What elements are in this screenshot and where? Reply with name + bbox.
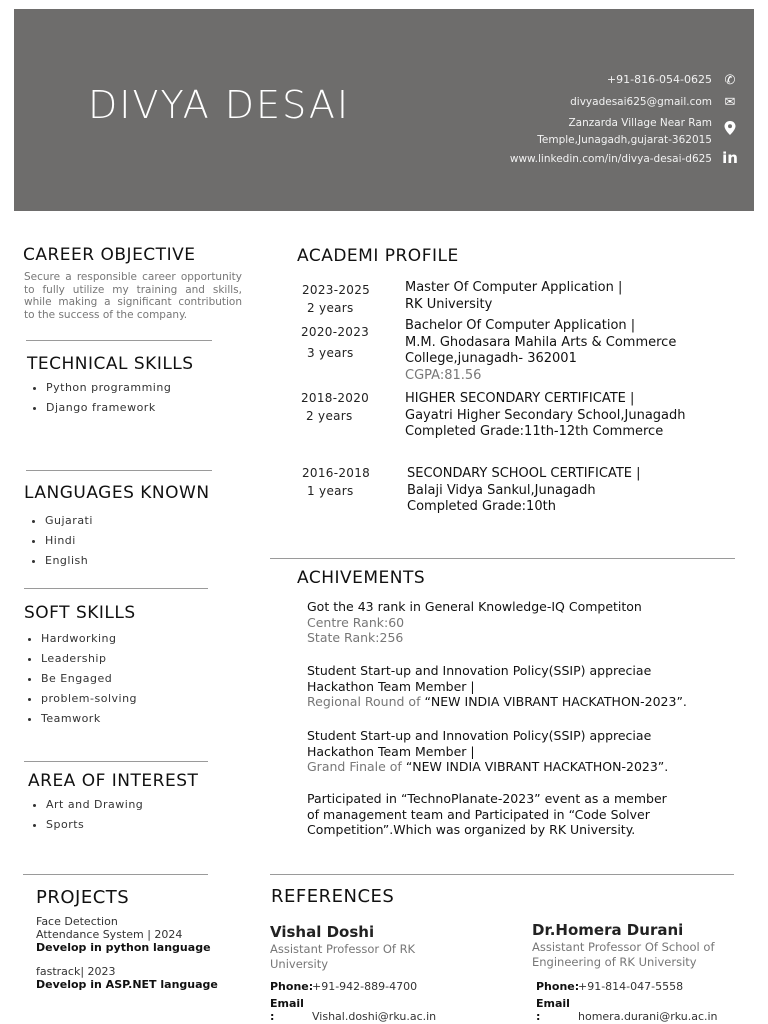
achievement-line xyxy=(307,759,668,775)
divider xyxy=(270,874,734,875)
reference-role-line: University xyxy=(270,957,329,971)
reference-role-line: Engineering of RK University xyxy=(532,955,697,969)
academic-grade: CGPA:81.56 xyxy=(405,367,482,383)
project-1-line-2: Attendance System | 2024 xyxy=(36,928,183,941)
location-icon xyxy=(722,121,738,139)
phone-text: +91-816-054-0625 xyxy=(606,73,712,86)
academic-line: M.M. Ghodasara Mahila Arts & Commerce xyxy=(405,334,677,350)
achievement-4 xyxy=(307,791,667,838)
list-item: • Leadership xyxy=(41,652,137,672)
list-item: • English xyxy=(45,554,93,574)
candidate-name: DIVYA DESAI xyxy=(88,83,351,127)
references-title: REFERENCES xyxy=(271,886,395,907)
project-2-tech: Develop in ASP.NET language xyxy=(36,978,218,991)
academic-line: Gayatri Higher Secondary School,Junagadh xyxy=(405,407,686,423)
languages-title: LANGUAGES KNOWN xyxy=(24,483,210,503)
project-2 xyxy=(36,965,218,991)
reference-2-role xyxy=(532,940,715,970)
list-item: • Gujarati xyxy=(45,514,93,534)
linkedin-icon: in xyxy=(722,149,738,167)
achievement-highlight: “NEW INDIA VIBRANT HACKATHON-2023”. xyxy=(405,759,669,774)
list-item: • Python programming xyxy=(46,381,171,401)
academic-years: 2016-2018 xyxy=(302,466,371,480)
soft-skills-list xyxy=(21,632,137,732)
email-value: Vishal.doshi@rku.ac.in xyxy=(312,1010,437,1023)
technical-skills-title: TECHNICAL SKILLS xyxy=(27,354,194,374)
reference-1-email xyxy=(270,997,436,1023)
phone-label: Phone: xyxy=(270,980,314,993)
achievement-1 xyxy=(307,599,642,646)
academic-line: Bachelor Of Computer Application | xyxy=(405,318,636,333)
academic-entry xyxy=(405,318,676,384)
reference-1-role xyxy=(270,942,415,972)
achievements-title: ACHIVEMENTS xyxy=(297,568,426,588)
divider xyxy=(26,340,212,341)
academic-line: RK University xyxy=(405,296,493,312)
academic-years: 2023-2025 xyxy=(302,283,371,297)
list-item: • Hindi xyxy=(45,534,93,554)
phone-label: Phone: xyxy=(536,980,580,993)
divider xyxy=(23,874,208,875)
academic-duration: 1 years xyxy=(307,484,354,498)
reference-1-phone xyxy=(270,980,417,993)
achievement-line: Competition”.Which was organized by RK University. xyxy=(307,822,636,837)
achievement-line: Hackathon Team Member | xyxy=(307,678,475,694)
academic-entry xyxy=(405,280,622,313)
career-objective-title: CAREER OBJECTIVE xyxy=(23,245,196,265)
achievement-line xyxy=(307,694,687,710)
divider xyxy=(26,470,212,471)
phone-value: +91-942-889-4700 xyxy=(312,980,418,993)
academic-line: Completed Grade:10th xyxy=(407,499,556,514)
academic-line: Completed Grade:11th-12th Commerce xyxy=(405,424,664,439)
achievement-2 xyxy=(307,663,687,710)
reference-1-name: Vishal Doshi xyxy=(270,923,375,941)
project-1-line-1: Face Detection xyxy=(36,915,118,928)
reference-2-email xyxy=(536,997,718,1023)
achievement-line: Centre Rank:60 xyxy=(307,614,405,630)
academic-duration: 3 years xyxy=(307,346,354,360)
academic-years: 2020-2023 xyxy=(301,325,370,339)
achievement-highlight: “NEW INDIA VIBRANT HACKATHON-2023”. xyxy=(424,694,687,709)
project-2-line-1: fastrack| 2023 xyxy=(36,965,116,978)
list-item: • Be Engaged xyxy=(41,672,137,692)
achievement-line: Got the 43 rank in General Knowledge-IQ Competiton xyxy=(307,599,642,614)
list-item: • Django framework xyxy=(46,401,171,421)
achievement-line: State Rank:256 xyxy=(307,630,404,645)
academic-line: Balaji Vidya Sankul,Junagadh xyxy=(407,482,596,498)
academic-entry xyxy=(405,391,686,441)
email-label: Email : xyxy=(536,997,570,1023)
languages-list xyxy=(25,514,93,574)
phone-icon: ✆ xyxy=(724,73,736,88)
address-line-2: Temple,Junagadh,gujarat-362015 xyxy=(537,134,712,146)
email-label: Email : xyxy=(270,997,304,1023)
academic-duration: 2 years xyxy=(306,409,353,423)
divider xyxy=(270,558,735,559)
achievement-3 xyxy=(307,728,668,775)
achievement-line: Hackathon Team Member | xyxy=(307,743,475,759)
achievement-line: Student Start-up and Innovation Policy(SSIP) appreciae xyxy=(307,728,652,743)
academic-entry xyxy=(407,466,641,516)
list-item: • Hardworking xyxy=(41,632,137,652)
divider xyxy=(24,588,208,589)
interests-list xyxy=(26,798,143,838)
header-banner xyxy=(14,9,754,211)
linkedin-url[interactable]: www.linkedin.com/in/divya-desai-d625 xyxy=(509,153,712,165)
academic-duration: 2 years xyxy=(307,301,354,315)
list-item: • Art and Drawing xyxy=(46,798,143,818)
achievement-line: Student Start-up and Innovation Policy(SSIP) appreciae xyxy=(307,663,652,678)
interests-title: AREA OF INTEREST xyxy=(28,771,199,791)
academic-title: ACADEMI PROFILE xyxy=(297,246,459,266)
academic-line: SECONDARY SCHOOL CERTIFICATE | xyxy=(407,466,641,481)
soft-skills-title: SOFT SKILLS xyxy=(24,603,136,623)
technical-skills-list xyxy=(26,381,171,421)
reference-role-line: Assistant Professor Of RK xyxy=(270,942,416,956)
email-text: divyadesai625@gmail.com xyxy=(570,96,712,108)
academic-line: Master Of Computer Application | xyxy=(405,280,623,295)
address-line-1: Zanzarda Village Near Ram xyxy=(568,117,712,129)
divider xyxy=(24,761,208,762)
project-1 xyxy=(36,915,211,954)
achievement-prefix: Regional Round of xyxy=(307,694,425,709)
reference-2-phone xyxy=(536,980,683,993)
achievement-prefix: Grand Finale of xyxy=(307,759,406,774)
list-item: • Teamwork xyxy=(41,712,137,732)
list-item: • Sports xyxy=(46,818,143,838)
projects-title: PROJECTS xyxy=(36,887,130,908)
phone-value: +91-814-047-5558 xyxy=(578,980,684,993)
list-item: • problem-solving xyxy=(41,692,137,712)
achievement-line: Participated in “TechnoPlanate-2023” event as a member xyxy=(307,791,667,806)
reference-2-name: Dr.Homera Durani xyxy=(532,921,684,939)
career-objective-text: Secure a responsible career opportunity to fully utilize my training and skills, while making a significant contribution to the success of the company. xyxy=(24,271,242,321)
academic-line: HIGHER SECONDARY CERTIFICATE | xyxy=(405,391,635,406)
reference-role-line: Assistant Professor Of School of xyxy=(532,940,715,954)
academic-line: College,junagadh- 362001 xyxy=(405,351,577,366)
academic-years: 2018-2020 xyxy=(301,391,370,405)
achievement-line: of management team and Participated in “Code Solver xyxy=(307,806,650,822)
email-value: homera.durani@rku.ac.in xyxy=(578,1010,718,1023)
project-1-tech: Develop in python language xyxy=(36,941,211,954)
mail-icon: ✉ xyxy=(724,95,736,110)
